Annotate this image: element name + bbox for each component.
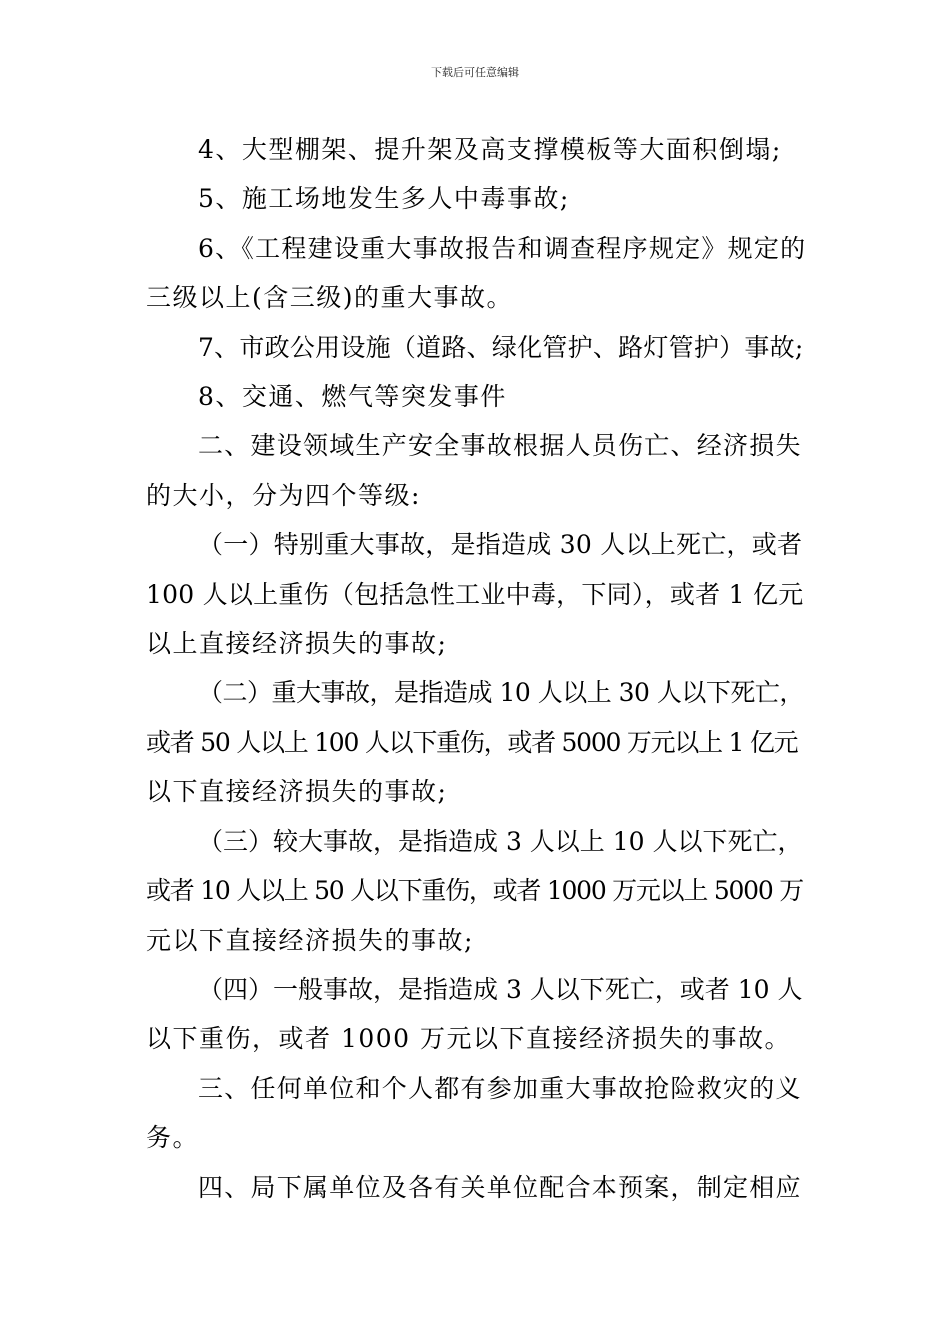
text-line: 或者 50 人以上 100 人以下重伤，或者 5000 万元以上 1 亿元: [146, 727, 798, 757]
text-line: 7、市政公用设施（道路、绿化管护、路灯管护）事故;: [198, 332, 804, 362]
text-line: （四）一般事故，是指造成 3 人以下死亡，或者 10 人: [198, 974, 803, 1004]
paragraph-section-2: [146, 421, 806, 520]
text-line: （二）重大事故，是指造成 10 人以上 30 人以下死亡，: [198, 678, 804, 708]
text-line: 二、建设领域生产安全事故根据人员伤亡、经济损失: [198, 431, 802, 461]
document-body: [146, 125, 806, 1212]
paragraph-section-4: [146, 1163, 806, 1212]
paragraph-level-4: [146, 965, 806, 1064]
paragraph-item-4: [146, 125, 806, 174]
text-line: 4、大型棚架、提升架及高支撑模板等大面积倒塌;: [198, 135, 782, 164]
paragraph-level-3: [146, 817, 806, 965]
paragraph-item-8: [146, 372, 806, 421]
page-header: 下载后可任意编辑: [431, 66, 519, 79]
text-line: （三）较大事故，是指造成 3 人以上 10 人以下死亡，: [198, 826, 803, 856]
text-line: 的大小，分为四个等级:: [146, 480, 421, 510]
paragraph-item-5: [146, 174, 806, 223]
text-line: 5、施工场地发生多人中毒事故;: [198, 184, 570, 214]
text-line: 四、局下属单位及各有关单位配合本预案，制定相应: [198, 1172, 802, 1202]
text-line: 以下重伤，或者 1000 万元以下直接经济损失的事故。: [146, 1024, 792, 1054]
text-line: 以下直接经济损失的事故;: [146, 777, 448, 807]
text-line: 6、《工程建设重大事故报告和调查程序规定》规定的: [198, 233, 807, 263]
paragraph-item-7: [146, 323, 806, 372]
text-line: 或者 10 人以上 50 人以下重伤，或者 1000 万元以上 5000 万: [146, 876, 803, 906]
paragraph-item-6: [146, 224, 806, 323]
paragraph-level-2: [146, 668, 806, 816]
text-line: 元以下直接经济损失的事故;: [146, 925, 474, 955]
paragraph-level-1: [146, 520, 806, 668]
paragraph-section-3: [146, 1064, 806, 1163]
text-line: 务。: [146, 1123, 200, 1153]
text-line: 三、任何单位和个人都有参加重大事故抢险救灾的义: [198, 1073, 802, 1103]
text-line: 以上直接经济损失的事故;: [146, 629, 448, 659]
text-line: 8、交通、燃气等突发事件: [198, 382, 507, 412]
text-line: （一）特别重大事故，是指造成 30 人以上死亡，或者: [198, 530, 803, 560]
text-line: 100 人以上重伤（包括急性工业中毒，下同），或者 1 亿元: [146, 579, 804, 609]
text-line: 三级以上(含三级)的重大事故。: [146, 283, 514, 313]
